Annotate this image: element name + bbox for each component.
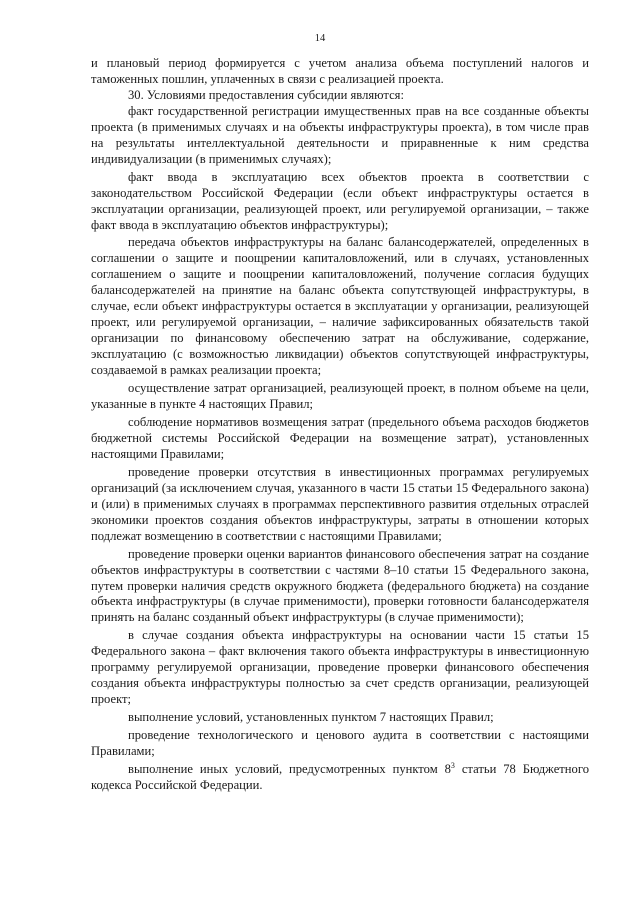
- paragraph-condition-registration: факт государственной регистрации имущественных прав на все созданные объекты проекта (в применимых случаях и на объекты инфраструктуры проекта), в том числе прав на результаты интеллектуальной деятельности и приравненные к ним средства индивидуализации (в применимых случаях);: [91, 103, 589, 166]
- superscript-index: 3: [450, 760, 455, 770]
- paragraph-continuation: и плановый период формируется с учетом анализа объема поступлений налогов и таможенных пошлин, уплаченных в связи с реализацией проекта.: [91, 56, 589, 86]
- paragraph-item-30-heading: 30. Условиями предоставления субсидии являются:: [128, 87, 404, 102]
- paragraph-condition-financing-check: проведение проверки оценки вариантов финансового обеспечения затрат на создание объектов инфраструктуры в соответствии с частями 8–10 статьи 15 Федерального закона, путем проверки наличия средств окружного бюджета (федерального бюджета) на создание объекта инфраструктуры (в случае применимости), проверки готовности балансодержателя принять на баланс созданный объект инфраструктуры (в случае применимости);: [91, 546, 589, 625]
- paragraph-other-text-tail: статьи 78 Бюджетного кодекса Российской Федерации.: [91, 761, 589, 792]
- paragraph-condition-part-15: в случае создания объекта инфраструктуры на основании части 15 статьи 15 Федерального закона – факт включения такого объекта инфраструктуры в инвестиционную программу регулируемой организации, проведение проверки финансового обеспечения создания объекта инфраструктуры полностью за счет средств организации, реализующей проект;: [91, 628, 589, 707]
- paragraph-condition-item-7: выполнение условий, установленных пунктом 7 настоящих Правил;: [128, 710, 494, 725]
- paragraph-condition-commissioning: факт ввода в эксплуатацию всех объектов проекта в соответствии с законодательством Российской Федерации (если объект инфраструктуры остается в эксплуатации организации, реализующей проект, или регулируемой организации, – также факт ввода в эксплуатацию объектов инфраструктуры);: [91, 169, 589, 232]
- body-text: [91, 56, 589, 794]
- paragraph-condition-transfer: передача объектов инфраструктуры на баланс балансодержателей, определенных в соглашении о защите и поощрении капиталовложений, или в случаях, установленных соглашением о защите и поощрении капиталовложений, получение согласия будущих балансодержателей на принятие на баланс объекта сопутствующей инфраструктуры, в случае, если объект инфраструктуры остается в эксплуатации у организации, реализующей проект, или регулируемой организации, – наличие зафиксированных обязательств такой организации по финансовому обеспечению затрат на обслуживание, содержание, эксплуатацию (с возможностью ликвидации) объектов сопутствующей инфраструктуры, создаваемой в рамках реализации проекта;: [91, 235, 589, 378]
- paragraph-condition-other: [91, 762, 589, 794]
- paragraph-condition-audit: проведение технологического и ценового аудита в соответствии с настоящими Правилами;: [91, 728, 589, 759]
- page-number: 14: [314, 33, 326, 44]
- paragraph-other-text: выполнение иных условий, предусмотренных пунктом 8: [128, 761, 451, 776]
- paragraph-condition-norms: соблюдение нормативов возмещения затрат (предельного объема расходов бюджетов бюджетной системы Российской Федерации на возмещение затрат), установленных настоящими Правилами;: [91, 414, 589, 461]
- paragraph-condition-investment-check: проведение проверки отсутствия в инвестиционных программах регулируемых организаций (за исключением случая, указанного в части 15 статьи 15 Федерального закона) и (или) в применимых случаях в программах перспективного развития отдельных отраслей экономики проектов создания объектов инфраструктуры, затраты в отношении которых подлежат возмещению в соответствии с настоящими Правилами;: [91, 464, 589, 543]
- paragraph-condition-costs: осуществление затрат организацией, реализующей проект, в полном объеме на цели, указанные в пункте 4 настоящих Правил;: [91, 381, 589, 412]
